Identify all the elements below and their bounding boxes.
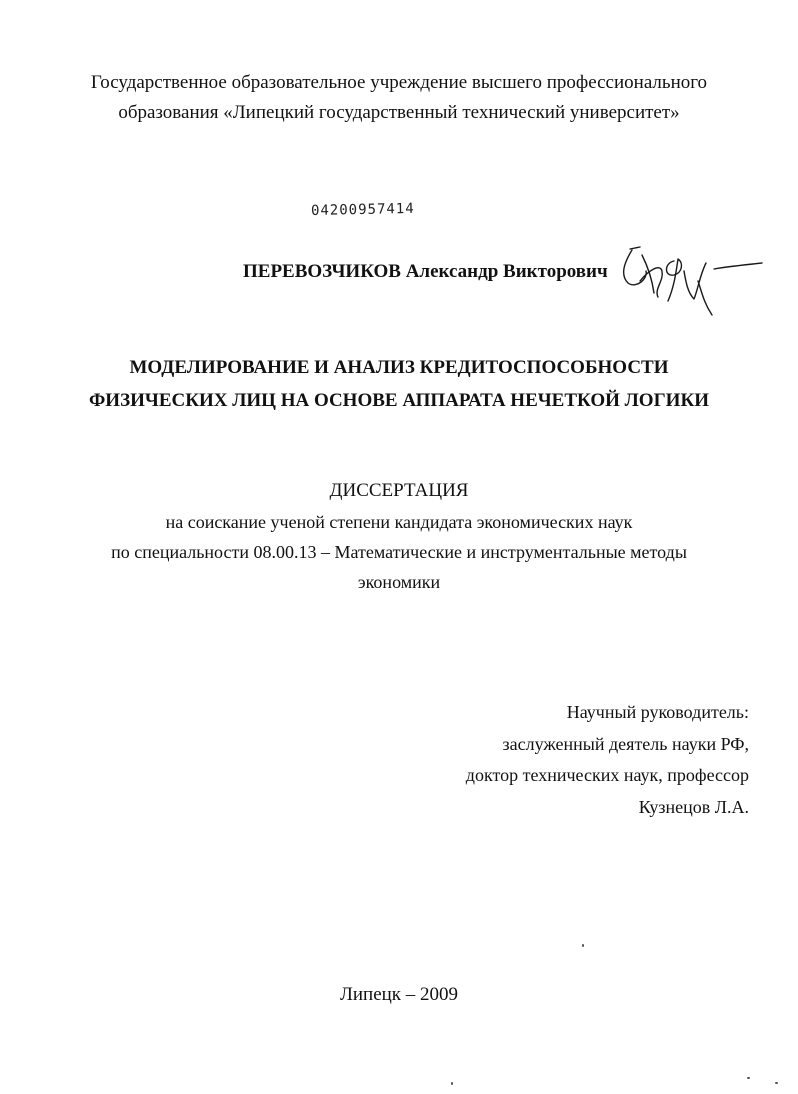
advisor-title-2: доктор технических наук, профессор	[465, 765, 749, 785]
advisor-label: Научный руководитель:	[566, 702, 749, 722]
author-row	[0, 257, 798, 327]
institution-line-1: Государственное образовательное учреждение высшего профессионального	[90, 72, 708, 93]
advisor-name: Кузнецов Л.А.	[638, 796, 749, 817]
institution-block	[0, 68, 798, 128]
place-and-year: Липецк – 2009	[339, 984, 459, 1005]
title-line-1: МОДЕЛИРОВАНИЕ И АНАЛИЗ КРЕДИТОСПОСОБНОСТИ	[129, 357, 669, 378]
degree-line: на соискание ученой степени кандидата экономических наук	[165, 512, 633, 532]
scan-speck	[582, 944, 584, 947]
registration-number: 04200957414	[310, 200, 415, 219]
specialty-line: по специальности 08.00.13 – Математические и инструментальные методы	[111, 542, 687, 562]
scan-speck	[451, 1082, 453, 1085]
dissertation-title	[0, 351, 798, 417]
specialty-line-end: экономики	[357, 572, 441, 592]
scan-speck	[747, 1077, 750, 1079]
title-line-2: ФИЗИЧЕСКИХ ЛИЦ НА ОСНОВЕ АППАРАТА НЕЧЕТКОЙ ЛОГИКИ	[88, 390, 710, 411]
dissertation-description	[0, 507, 798, 597]
dissertation-heading: ДИССЕРТАЦИЯ	[329, 480, 469, 501]
author-name: ПЕРЕВОЗЧИКОВ Александр Викторович	[243, 261, 608, 282]
scan-speck	[775, 1082, 778, 1084]
advisor-title-1: заслуженный деятель науки РФ,	[502, 733, 749, 754]
institution-line-2: образования «Липецкий государственный технический университет»	[118, 102, 680, 123]
handwritten-signature-icon	[618, 241, 763, 323]
scientific-advisor	[466, 697, 749, 823]
